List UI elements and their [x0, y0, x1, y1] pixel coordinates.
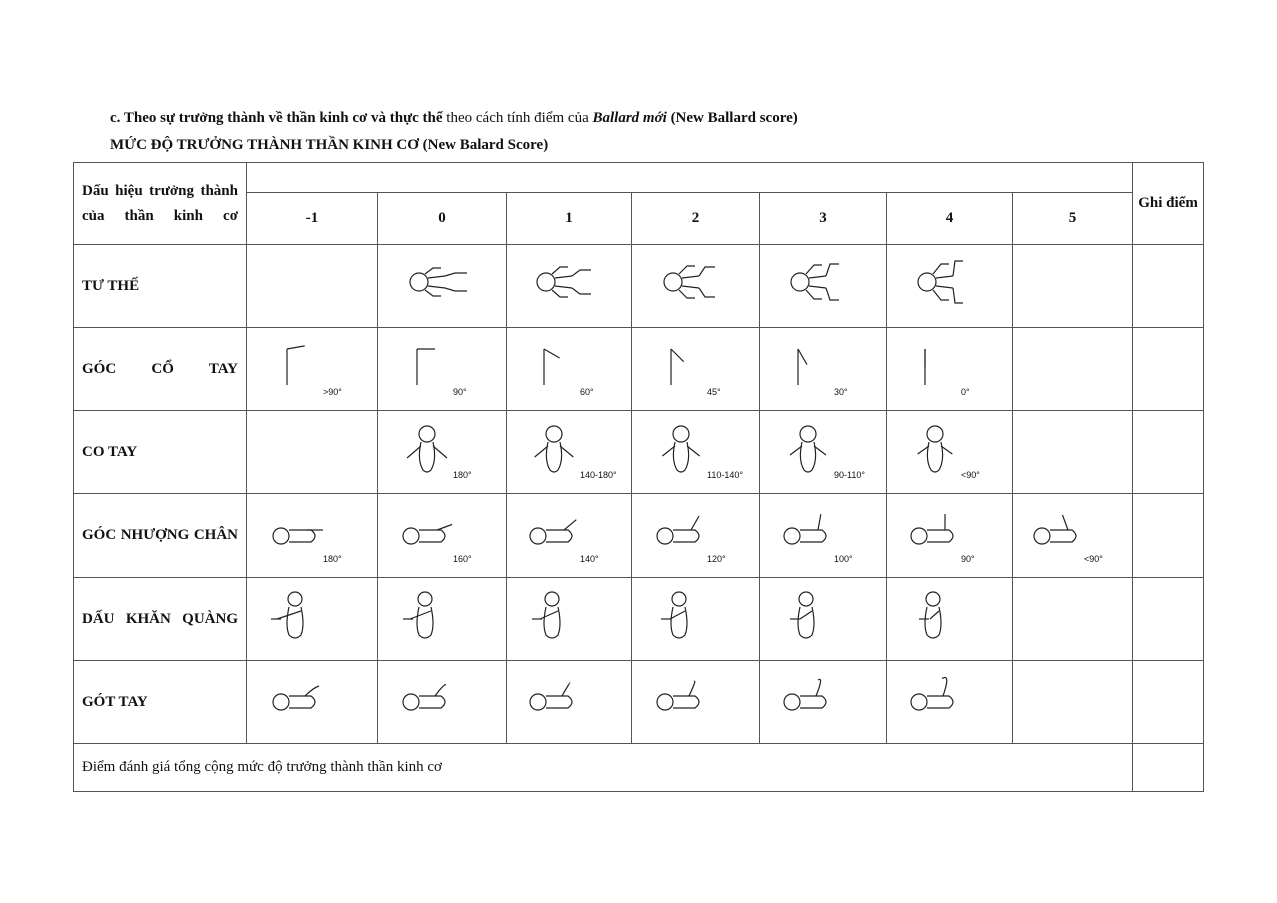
total-score-cell[interactable] — [1133, 744, 1204, 792]
angle-label: 180° — [323, 553, 342, 564]
popliteal-angle-icon — [397, 506, 487, 566]
heel-to-ear-icon — [524, 672, 614, 732]
heel-to-ear-icon — [267, 672, 357, 732]
score-cell — [760, 245, 887, 328]
score-cell — [632, 328, 760, 411]
score-column-header: 4 — [887, 193, 1013, 245]
wrist-angle-icon — [267, 339, 357, 399]
score-cell — [378, 245, 507, 328]
angle-label: 100° — [834, 553, 853, 564]
score-entry-cell[interactable] — [1133, 494, 1204, 578]
score-cell — [887, 328, 1013, 411]
angle-label: 90° — [453, 387, 467, 397]
wrist-angle-icon — [524, 339, 614, 399]
heel-to-ear-icon — [397, 672, 487, 732]
score-cell — [1013, 661, 1133, 744]
angle-label: <90° — [960, 470, 980, 480]
row-label: GÓT TAY — [74, 661, 247, 744]
scarf-sign-icon — [778, 589, 868, 649]
heading-lead: c. Theo sự trưởng thành về thần kinh cơ và thực thể — [110, 110, 443, 126]
score-cell — [1013, 494, 1133, 578]
score-cell — [507, 328, 632, 411]
score-cell — [632, 578, 760, 661]
heading-tail: (New Ballard score) — [670, 110, 798, 126]
score-cell — [887, 578, 1013, 661]
popliteal-angle-icon — [1028, 506, 1118, 566]
row-label: GÓC CỔ TAY — [74, 328, 247, 411]
score-cell — [760, 494, 887, 578]
section-heading — [110, 110, 798, 127]
scarf-sign-icon — [651, 589, 741, 649]
score-cell — [507, 411, 632, 494]
score-cell — [1013, 245, 1133, 328]
angle-label: 140° — [580, 553, 599, 564]
score-cell — [378, 328, 507, 411]
score-column-header: 1 — [507, 193, 632, 245]
posture-figure-icon — [651, 256, 741, 316]
heading-middle: theo cách tính điểm của — [446, 110, 589, 126]
heel-to-ear-icon — [905, 672, 995, 732]
score-entry-cell[interactable] — [1133, 661, 1204, 744]
scarf-sign-icon — [397, 589, 487, 649]
score-entry-cell[interactable] — [1133, 411, 1204, 494]
table-row — [74, 328, 1204, 411]
row-label: GÓC NHƯỢNG CHÂN — [74, 494, 247, 578]
angle-label: <90° — [1083, 553, 1103, 564]
score-column-header: 0 — [378, 193, 507, 245]
scarf-sign-icon — [267, 589, 357, 649]
score-cell — [760, 661, 887, 744]
popliteal-angle-icon — [524, 506, 614, 566]
posture-figure-icon — [905, 256, 995, 316]
wrist-angle-icon — [651, 339, 741, 399]
angle-label: 45° — [706, 387, 721, 397]
score-cell — [1013, 328, 1133, 411]
header-band — [247, 163, 1133, 193]
angle-label: 120° — [706, 553, 726, 564]
wrist-angle-icon — [397, 339, 487, 399]
angle-label: 60° — [580, 387, 594, 397]
score-cell — [760, 578, 887, 661]
score-cell — [760, 328, 887, 411]
score-cell — [378, 494, 507, 578]
score-cell — [632, 661, 760, 744]
row-label: CO TAY — [74, 411, 247, 494]
scarf-sign-icon — [905, 589, 995, 649]
score-cell — [507, 245, 632, 328]
angle-label: 0° — [960, 387, 970, 397]
heel-to-ear-icon — [778, 672, 868, 732]
angle-label: >90° — [323, 387, 342, 397]
heading-emphasis: Ballard mới — [592, 110, 667, 126]
posture-figure-icon — [524, 256, 614, 316]
score-entry-cell[interactable] — [1133, 578, 1204, 661]
total-label: Điểm đánh giá tổng cộng mức độ trưởng thành thần kinh cơ — [74, 744, 1133, 792]
score-cell — [247, 245, 378, 328]
score-cell — [887, 245, 1013, 328]
popliteal-angle-icon — [778, 506, 868, 566]
score-cell — [632, 245, 760, 328]
table-row — [74, 578, 1204, 661]
angle-label: 90° — [960, 553, 975, 564]
score-cell — [507, 578, 632, 661]
score-cell — [247, 494, 378, 578]
score-cell — [887, 661, 1013, 744]
score-column-header: 3 — [760, 193, 887, 245]
angle-label: 90-110° — [834, 470, 865, 480]
row-label: TƯ THẾ — [74, 245, 247, 328]
score-cell — [507, 494, 632, 578]
posture-figure-icon — [397, 256, 487, 316]
score-header: Ghi điểm — [1133, 163, 1204, 245]
angle-label: 110-140° — [706, 470, 743, 480]
score-entry-cell[interactable] — [1133, 245, 1204, 328]
score-cell — [887, 494, 1013, 578]
score-cell — [247, 328, 378, 411]
score-column-header: 2 — [632, 193, 760, 245]
score-column-header: -1 — [247, 193, 378, 245]
table-row — [74, 494, 1204, 578]
arm-recoil-icon — [397, 422, 487, 482]
score-cell — [378, 661, 507, 744]
angle-label: 180° — [453, 470, 472, 480]
score-cell — [1013, 578, 1133, 661]
angle-label: 160° — [453, 553, 472, 564]
arm-recoil-icon — [651, 422, 741, 482]
arm-recoil-icon — [905, 422, 995, 482]
score-cell — [378, 411, 507, 494]
score-cell — [632, 494, 760, 578]
angle-label: 30° — [834, 387, 848, 397]
score-column-header: 5 — [1013, 193, 1133, 245]
wrist-angle-icon — [778, 339, 868, 399]
score-cell — [247, 661, 378, 744]
popliteal-angle-icon — [267, 506, 357, 566]
ballard-score-table — [73, 162, 1204, 792]
posture-figure-icon — [778, 256, 868, 316]
angle-label: 140-180° — [580, 470, 617, 480]
row-label: DẤU KHĂN QUÀNG — [74, 578, 247, 661]
score-cell — [247, 411, 378, 494]
table-row — [74, 245, 1204, 328]
table-row — [74, 411, 1204, 494]
heel-to-ear-icon — [651, 672, 741, 732]
score-cell — [247, 578, 378, 661]
scarf-sign-icon — [524, 589, 614, 649]
arm-recoil-icon — [778, 422, 868, 482]
score-cell — [760, 411, 887, 494]
score-cell — [507, 661, 632, 744]
score-cell — [378, 578, 507, 661]
wrist-angle-icon — [905, 339, 995, 399]
score-cell — [887, 411, 1013, 494]
score-entry-cell[interactable] — [1133, 328, 1204, 411]
popliteal-angle-icon — [651, 506, 741, 566]
score-cell — [1013, 411, 1133, 494]
table-row — [74, 661, 1204, 744]
arm-recoil-icon — [524, 422, 617, 482]
score-cell — [632, 411, 760, 494]
popliteal-angle-icon — [905, 506, 995, 566]
corner-label: Dấu hiệu trưởng thành của thần kinh cơ — [74, 163, 247, 245]
table-title: MỨC ĐỘ TRƯỞNG THÀNH THẦN KINH CƠ (New Balard Score) — [110, 137, 549, 153]
